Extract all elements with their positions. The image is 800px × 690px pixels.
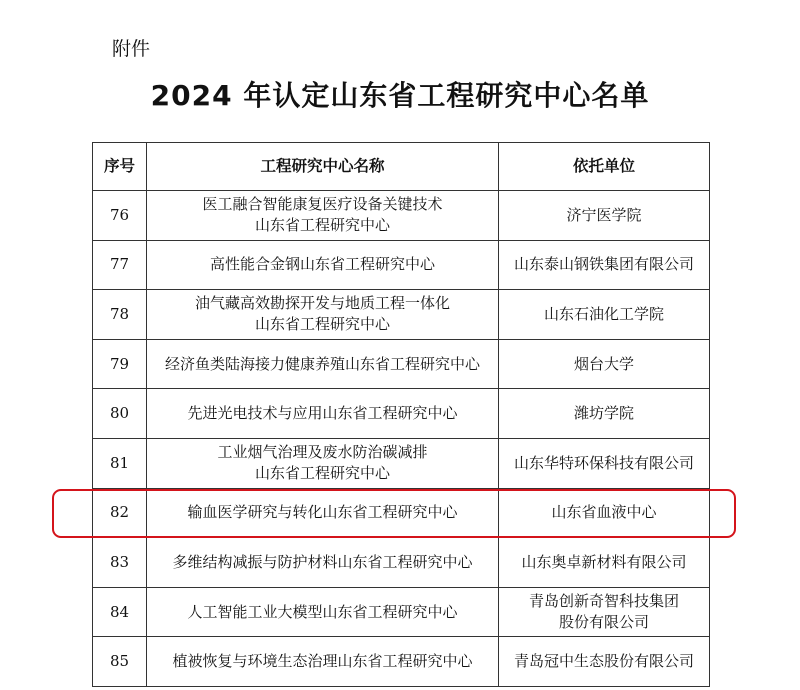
host-unit-line: 山东泰山钢铁集团有限公司	[513, 255, 694, 274]
center-name	[147, 191, 499, 241]
center-name	[147, 538, 499, 588]
host-unit-line: 潍坊学院	[573, 404, 634, 423]
center-name-line: 人工智能工业大模型山东省工程研究中心	[187, 602, 458, 621]
center-name-line: 油气藏高效勘探开发与地质工程一体化	[194, 294, 450, 313]
table-header-row	[93, 143, 710, 191]
center-name	[147, 389, 499, 439]
table-row	[93, 389, 710, 439]
row-number: 78	[93, 290, 147, 340]
center-name-line: 先进光电技术与应用山东省工程研究中心	[187, 404, 458, 423]
center-name	[147, 339, 499, 389]
host-unit-line: 青岛冠中生态股份有限公司	[513, 652, 694, 671]
attachment-label: 附件	[112, 38, 151, 60]
row-number: 80	[93, 389, 147, 439]
center-name-line: 医工融合智能康复医疗设备关键技术	[202, 195, 443, 214]
header-center-name: 工程研究中心名称	[147, 143, 499, 191]
host-unit-line: 烟台大学	[573, 354, 634, 373]
header-number: 序号	[93, 143, 147, 191]
table-row	[93, 240, 710, 290]
table-row	[93, 339, 710, 389]
row-number: 76	[93, 191, 147, 241]
center-name	[147, 438, 499, 488]
row-number: 81	[93, 438, 147, 488]
center-name-line: 工业烟气治理及废水防治碳减排	[217, 443, 428, 462]
host-unit	[499, 538, 710, 588]
row-number: 82	[93, 488, 147, 538]
center-name	[147, 637, 499, 687]
host-unit-line: 股份有限公司	[558, 613, 649, 632]
center-name-line: 多维结构减振与防护材料山东省工程研究中心	[172, 552, 473, 571]
host-unit-line: 山东华特环保科技有限公司	[513, 453, 694, 472]
center-name-line: 山东省工程研究中心	[254, 216, 390, 235]
host-unit-line: 山东奥卓新材料有限公司	[521, 552, 687, 571]
center-name-line: 高性能合金钢山东省工程研究中心	[209, 255, 435, 274]
host-unit	[499, 389, 710, 439]
table-row	[93, 587, 710, 637]
row-number: 79	[93, 339, 147, 389]
host-unit-line: 青岛创新奇智科技集团	[528, 592, 679, 611]
host-unit	[499, 339, 710, 389]
row-number: 85	[93, 637, 147, 687]
host-unit-line: 山东省血液中心	[551, 503, 657, 522]
center-name-line: 输血医学研究与转化山东省工程研究中心	[187, 503, 458, 522]
row-number: 84	[93, 587, 147, 637]
host-unit	[499, 587, 710, 637]
table-row	[93, 637, 710, 687]
center-list-table	[92, 142, 710, 687]
header-host-unit: 依托单位	[499, 143, 710, 191]
row-82-highlight-outline	[52, 489, 736, 538]
host-unit-line: 济宁医学院	[566, 205, 642, 224]
host-unit	[499, 637, 710, 687]
row-number: 83	[93, 538, 147, 588]
page-title: 2024 年认定山东省工程研究中心名单	[150, 79, 650, 112]
host-unit	[499, 240, 710, 290]
center-name-line: 经济鱼类陆海接力健康养殖山东省工程研究中心	[164, 354, 480, 373]
host-unit-line: 山东石油化工学院	[543, 304, 664, 323]
center-name	[147, 587, 499, 637]
center-name-line: 山东省工程研究中心	[254, 464, 390, 483]
host-unit	[499, 290, 710, 340]
table-row	[93, 438, 710, 488]
center-name-line: 植被恢复与环境生态治理山东省工程研究中心	[172, 652, 473, 671]
host-unit	[499, 438, 710, 488]
row-number: 77	[93, 240, 147, 290]
table-row	[93, 538, 710, 588]
host-unit	[499, 191, 710, 241]
center-name	[147, 240, 499, 290]
center-name-line: 山东省工程研究中心	[254, 315, 390, 334]
table-row	[93, 290, 710, 340]
center-name	[147, 290, 499, 340]
table-row	[93, 191, 710, 241]
